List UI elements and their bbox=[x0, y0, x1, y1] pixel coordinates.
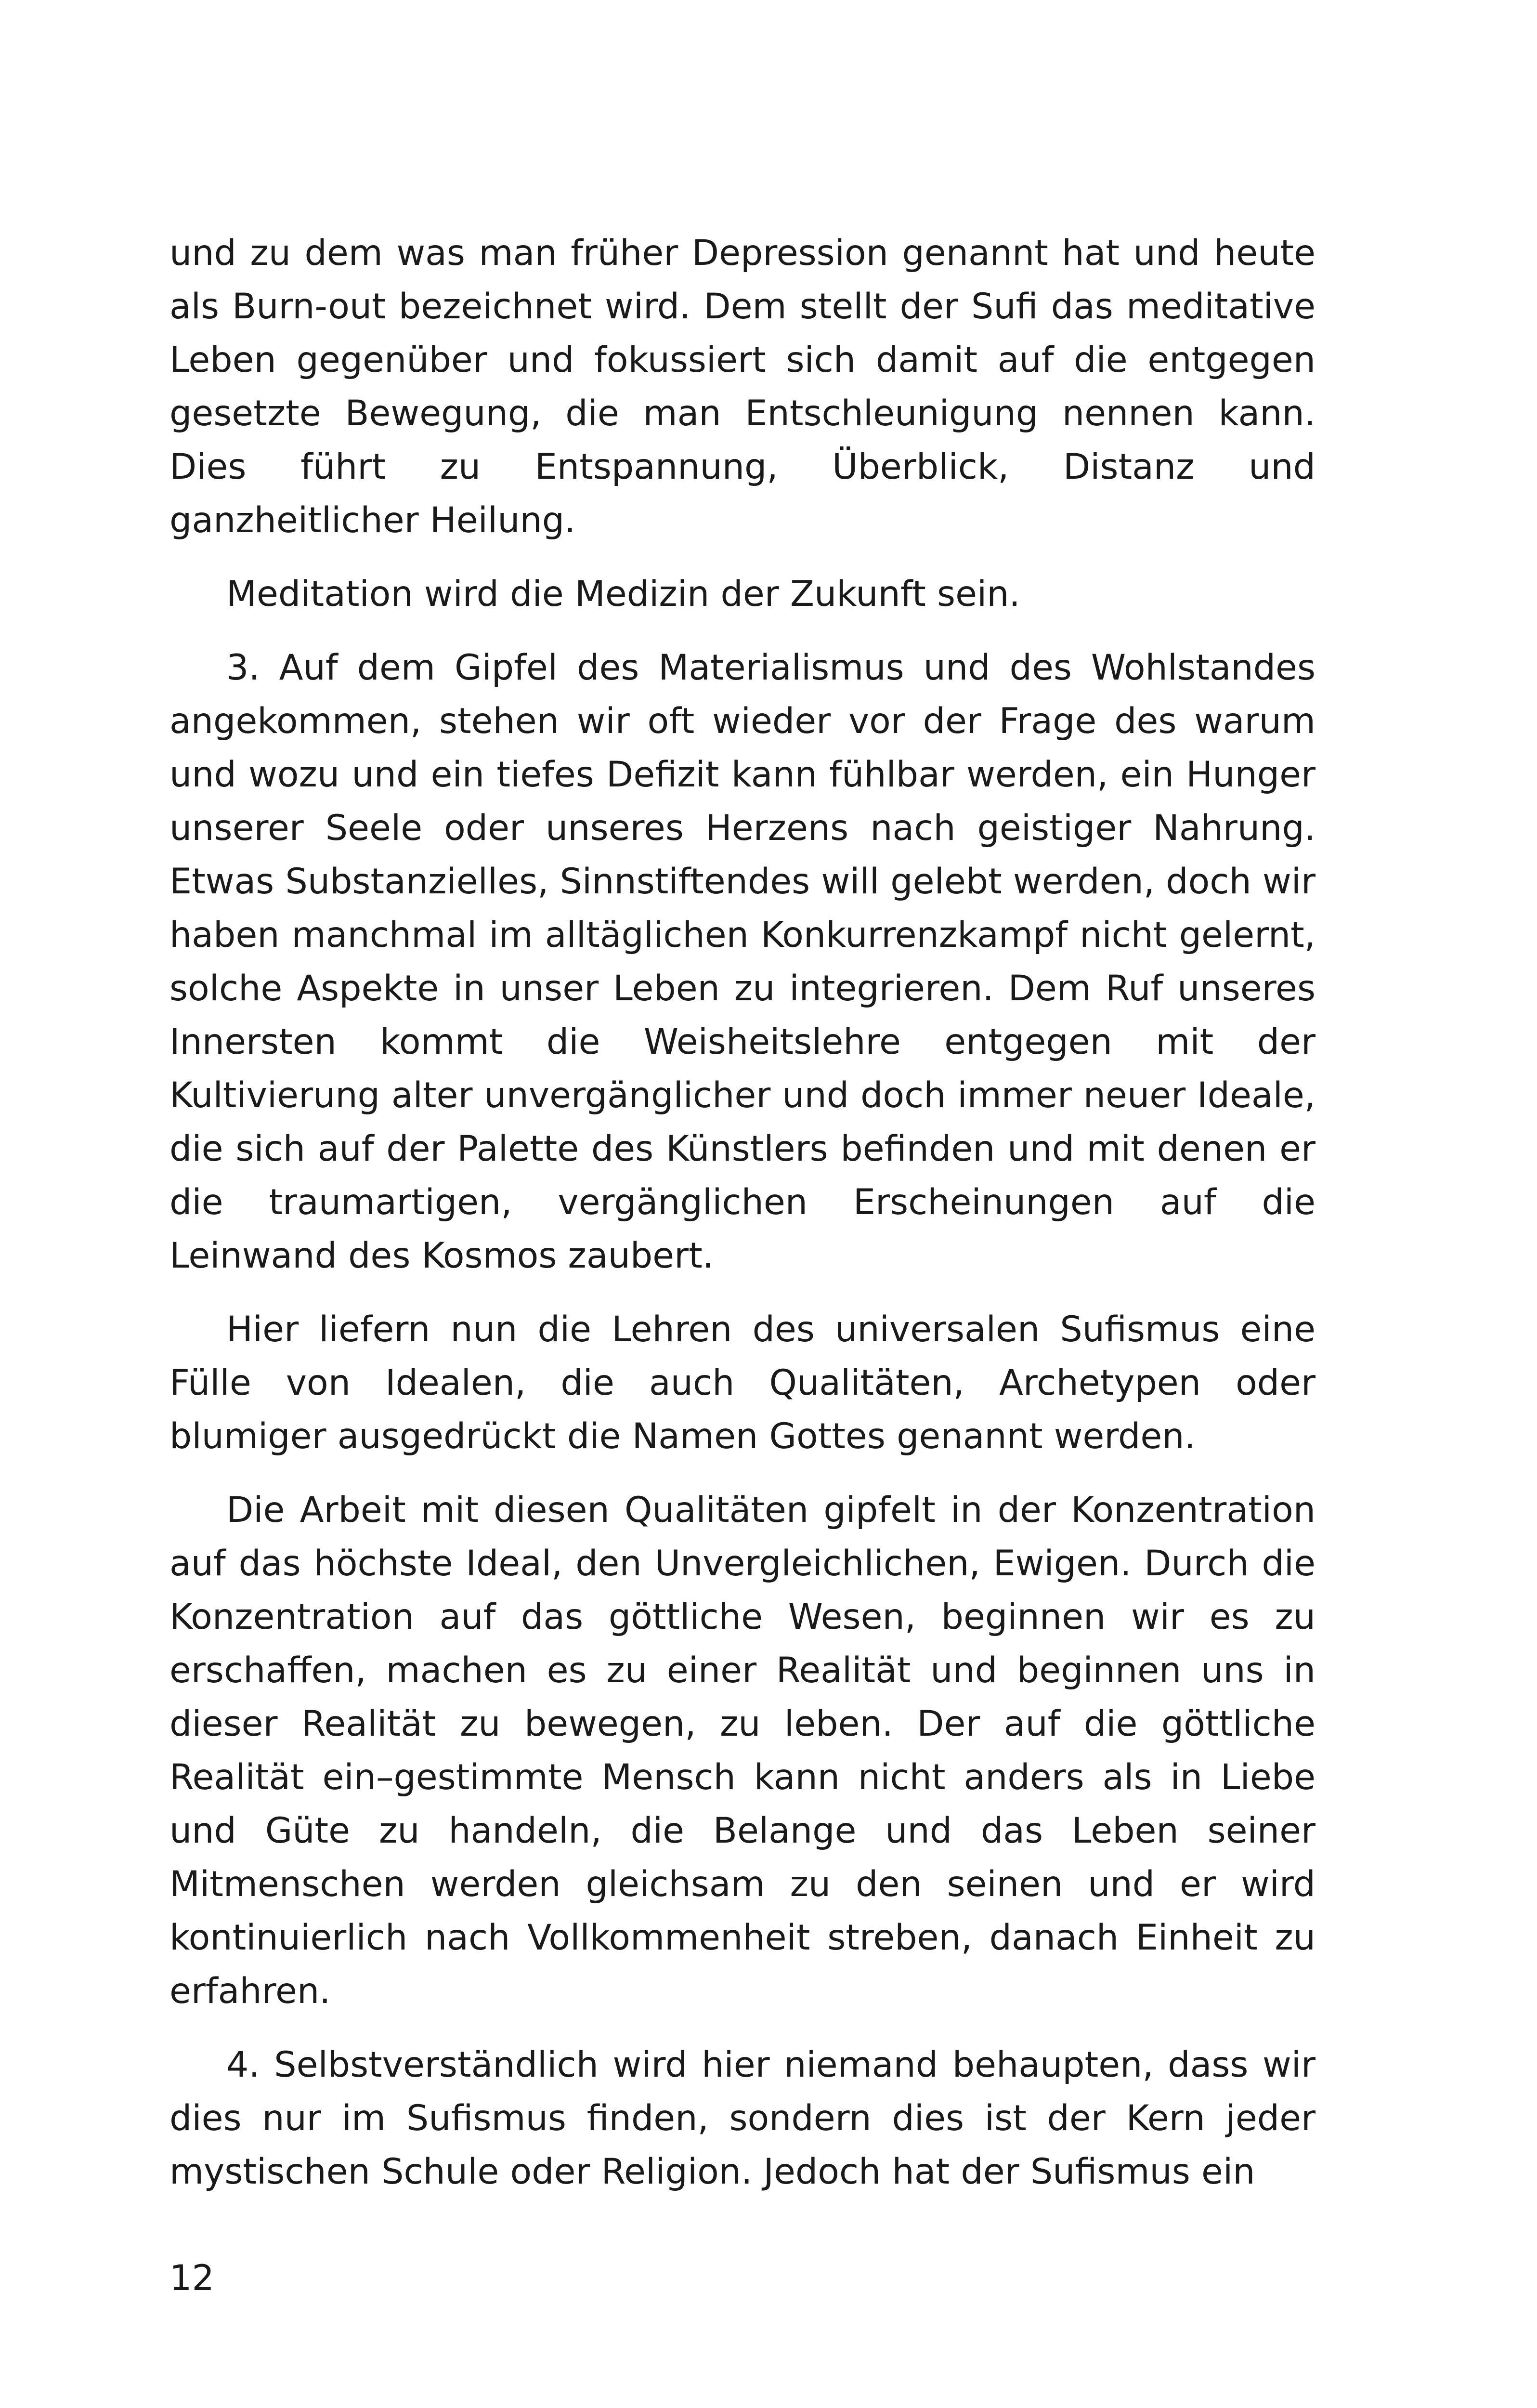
paragraph-point-4: 4. Selbstverständlich wird hier niemand behaupten, dass wir dies nur im Sufismus finden, sondern dies ist der Kern jeder mystischen Schule oder Religion. Jedoch hat der Sufismus ein bbox=[169, 2044, 1316, 2192]
paragraph-qualities: Die Arbeit mit diesen Qualitäten gipfelt in der Konzentration auf das höchste Ideal, den Unvergleichlichen, Ewigen. Durch die Konzentration auf das göttliche Wesen, beginnen wir es zu erschaffen, machen es zu einer Realität und beginnen uns in dieser Realität zu bewegen, zu leben. Der auf die göttliche Realität ein–gestimmte Mensch kann nicht anders als in Liebe und Güte zu handeln, die Belange und das Leben seiner Mitmenschen werden gleichsam zu den seinen und er wird kontinuierlich nach Vollkommenheit streben, danach Einheit zu erfahren. bbox=[169, 1490, 1316, 2012]
paragraph-point-3: 3. Auf dem Gipfel des Materialismus und des Wohlstandes angekommen, stehen wir oft wieder vor der Frage des warum und wozu und ein tiefes Defizit kann fühlbar werden, ein Hunger unserer Seele oder unseres Herzens nach geistiger Nahrung. Etwas Substanzielles, Sinnstiftendes will gelebt werden, doch wir haben manchmal im alltäglichen Konkurrenzkampf nicht gelernt, solche Aspekte in unser Leben zu integrieren. Dem Ruf unseres Innersten kommt die Weisheitslehre entgegen mit der Kultivierung alter unvergänglicher und doch immer neuer Ideale, die sich auf der Palette des Künstlers befinden und mit denen er die traumartigen, vergänglichen Erscheinungen auf die Leinwand des Kosmos zaubert. bbox=[169, 647, 1316, 1276]
paragraph-continuation: und zu dem was man früher Depression genannt hat und heute als Burn-out bezeichnet wird. Dem stellt der Sufi das meditative Leben gegenüber und fokussiert sich damit auf die entgegen gesetzte Bewegung, die man Entschleunigung nennen kann. Dies führt zu Entspannung, Überblick, Distanz und ganzheitlicher Heilung. bbox=[169, 233, 1316, 541]
paragraph-ideals: Hier liefern nun die Lehren des universalen Sufismus eine Fülle von Idealen, die auch Qualitäten, Archetypen oder blumiger ausgedrückt die Namen Gottes genannt werden. bbox=[169, 1309, 1316, 1457]
paragraph-meditation: Meditation wird die Medizin der Zukunft sein. bbox=[226, 574, 1020, 615]
page-number: 12 bbox=[169, 2258, 214, 2299]
body-text bbox=[169, 226, 1316, 2219]
